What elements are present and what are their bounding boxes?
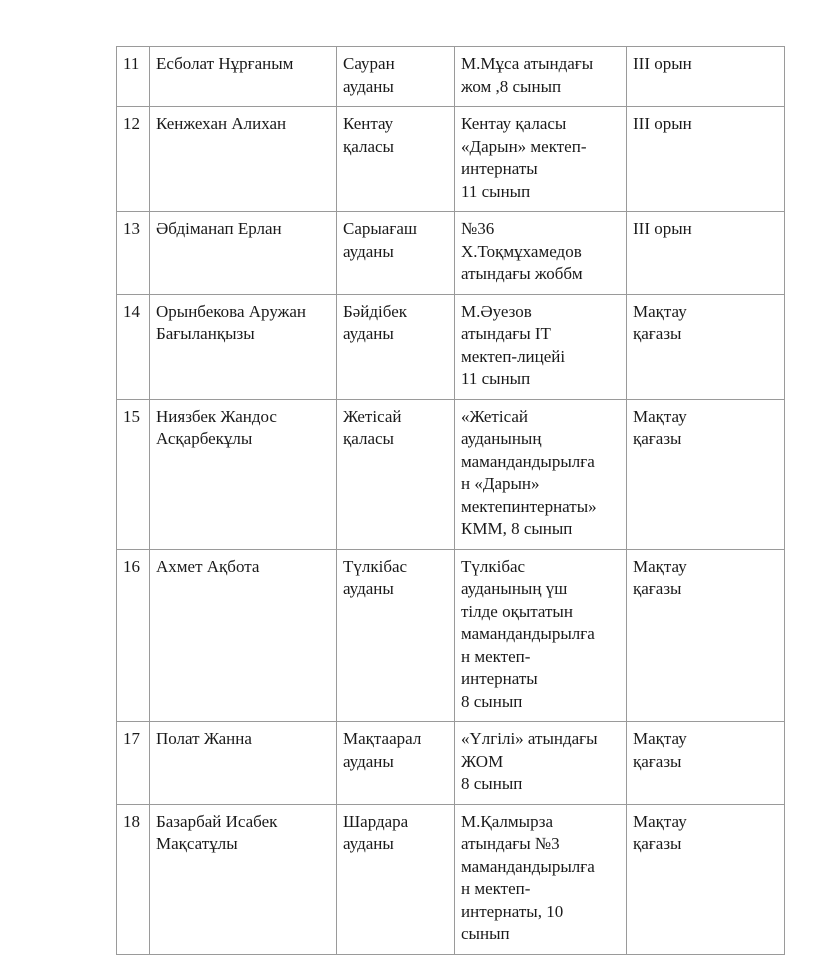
award: ІІІ орын xyxy=(627,107,785,212)
row-number: 16 xyxy=(117,549,150,722)
award: Мақтау қағазы xyxy=(627,804,785,954)
award: ІІІ орын xyxy=(627,47,785,107)
row-number: 11 xyxy=(117,47,150,107)
table-row xyxy=(117,399,785,549)
school: Түлкібас ауданының үш тілде оқытатын мамандандырылға н мектеп- интернаты 8 сынып xyxy=(455,549,627,722)
award: Мақтау қағазы xyxy=(627,549,785,722)
row-number: 12 xyxy=(117,107,150,212)
table-row xyxy=(117,722,785,805)
participant-name: Кенжехан Алихан xyxy=(150,107,337,212)
row-number: 13 xyxy=(117,212,150,295)
table-row xyxy=(117,107,785,212)
district: Шардара ауданы xyxy=(337,804,455,954)
district: Түлкібас ауданы xyxy=(337,549,455,722)
row-number: 15 xyxy=(117,399,150,549)
results-table xyxy=(116,46,785,955)
school: «Жетісай ауданының мамандандырылға н «Дарын» мектепинтернаты» КММ, 8 сынып xyxy=(455,399,627,549)
participant-name: Әбдіманап Ерлан xyxy=(150,212,337,295)
district: Сарыағаш ауданы xyxy=(337,212,455,295)
district: Кентау қаласы xyxy=(337,107,455,212)
table-row xyxy=(117,294,785,399)
participant-name: Базарбай Исабек Мақсатұлы xyxy=(150,804,337,954)
table-row xyxy=(117,549,785,722)
district: Бәйдібек ауданы xyxy=(337,294,455,399)
participant-name: Ахмет Ақбота xyxy=(150,549,337,722)
row-number: 18 xyxy=(117,804,150,954)
award: Мақтау қағазы xyxy=(627,399,785,549)
participant-name: Полат Жанна xyxy=(150,722,337,805)
district: Сауран ауданы xyxy=(337,47,455,107)
school: Кентау қаласы «Дарын» мектеп- интернаты 11 сынып xyxy=(455,107,627,212)
district: Мақтаарал ауданы xyxy=(337,722,455,805)
district: Жетісай қаласы xyxy=(337,399,455,549)
award: Мақтау қағазы xyxy=(627,722,785,805)
table-row xyxy=(117,804,785,954)
school: М.Қалмырза атындағы №3 мамандандырылға н мектеп- интернаты, 10 сынып xyxy=(455,804,627,954)
table-row xyxy=(117,47,785,107)
school: М.Әуезов атындағы ІТ мектеп-лицейі 11 сынып xyxy=(455,294,627,399)
school: №36 Х.Тоқмұхамедов атындағы жоббм xyxy=(455,212,627,295)
participant-name: Есболат Нұрғаным xyxy=(150,47,337,107)
table-row xyxy=(117,212,785,295)
award: Мақтау қағазы xyxy=(627,294,785,399)
row-number: 14 xyxy=(117,294,150,399)
participant-name: Ниязбек Жандос Асқарбекұлы xyxy=(150,399,337,549)
participant-name: Орынбекова Аружан Бағыланқызы xyxy=(150,294,337,399)
row-number: 17 xyxy=(117,722,150,805)
school: М.Мұса атындағы жом ,8 сынып xyxy=(455,47,627,107)
school: «Үлгілі» атындағы ЖОМ 8 сынып xyxy=(455,722,627,805)
award: ІІІ орын xyxy=(627,212,785,295)
